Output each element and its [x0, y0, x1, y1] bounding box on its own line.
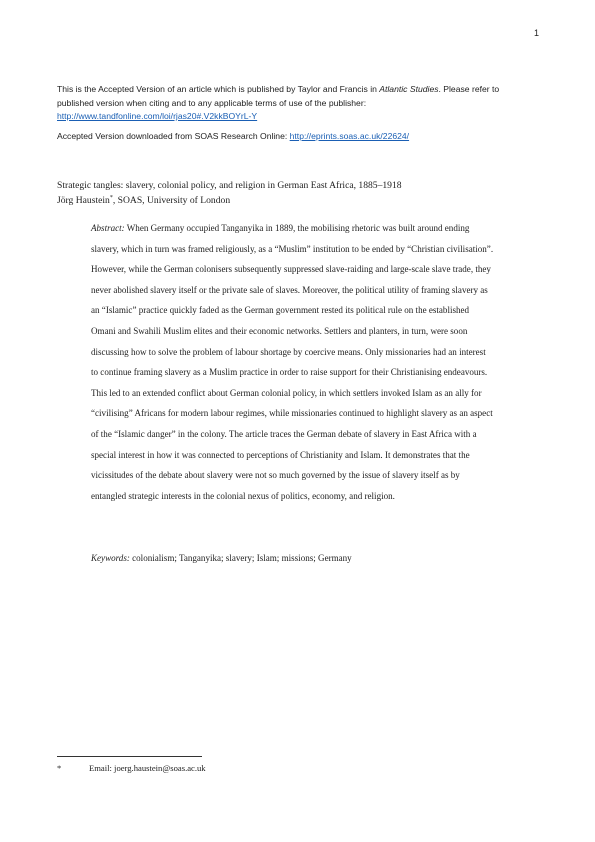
publication-notice [57, 83, 537, 124]
download-notice [57, 130, 409, 143]
abstract-line: never abolished slavery itself or the private sale of slaves. Moreover, the political utility of framing slavery as [91, 284, 488, 295]
abstract [91, 218, 541, 506]
abstract-line: Abstract: When Germany occupied Tanganyika in 1889, the mobilising rhetoric was built around ending [91, 223, 470, 233]
abstract-line: vicissitudes of the debate about slavery were not so much governed by the issue of slavery itself as by [91, 470, 460, 481]
download-prefix: Accepted Version downloaded from SOAS Research Online: [57, 131, 290, 141]
footnote-mark: * [57, 763, 62, 773]
notice-suffix: . Please refer to published version when citing and to any applicable terms of use of the publisher: [57, 84, 500, 108]
abstract-line: This led to an extended conflict about German colonial policy, in which settlers invoked Islam as an ally for [91, 387, 482, 398]
author-name: Jörg Haustein [57, 195, 110, 206]
article-title: Strategic tangles: slavery, colonial policy, and religion in German East Africa, 1885–1918 [57, 180, 402, 191]
abstract-line: slavery, which in turn was framed religiously, as a “Muslim” institution to be ended by “Christian civilisation”. [91, 243, 494, 254]
journal-name: Atlantic Studies [379, 84, 439, 94]
abstract-line: “civilising” Africans for modern labour regimes, while missionaries continued to highlight slavery as an aspect [91, 408, 493, 419]
abstract-line: to continue framing slavery as a Muslim practice in order to raise support for their Christianising endeavours. [91, 367, 488, 378]
title-block [57, 178, 537, 208]
abstract-line: However, while the German colonisers subsequently suppressed slave-raiding and large-scale slave trade, they [91, 264, 491, 275]
abstract-label: Abstract: [91, 223, 125, 233]
page-number: 1 [533, 28, 539, 38]
author-line [57, 193, 537, 208]
keywords-label: Keywords: [91, 553, 130, 563]
repository-link[interactable]: http://eprints.soas.ac.uk/22624/ [289, 131, 410, 141]
abstract-line: special interest in how it was connected to perceptions of Christianity and Islam. It demonstrates that the [91, 449, 470, 460]
abstract-line: Omani and Swahili Muslim elites and their economic networks. Settlers and planters, in turn, were soon [91, 325, 468, 336]
author-affiliation: , SOAS, University of London [112, 195, 231, 206]
abstract-line: discussing how to solve the problem of labour shortage by coercive means. Only missionaries had an interest [91, 346, 486, 357]
footnote-divider [57, 756, 202, 757]
footnote [57, 762, 206, 774]
keywords [91, 551, 352, 565]
author-footnote-mark: * [109, 194, 113, 201]
publisher-link[interactable]: http://www.tandfonline.com/loi/rjas20#.V2kkBOYrL-Y [57, 111, 258, 121]
notice-prefix: This is the Accepted Version of an article which is published by Taylor and Francis in [57, 84, 380, 94]
abstract-line: entangled strategic interests in the colonial nexus of politics, economy, and religion. [91, 490, 395, 501]
footnote-text: Email: joerg.haustein@soas.ac.uk [89, 763, 206, 773]
abstract-line: of the “Islamic danger” in the colony. The article traces the German debate of slavery in East Africa with a [91, 428, 477, 439]
abstract-line: an “Islamic” practice quickly faded as the German government rested its political rule on the established [91, 305, 470, 316]
keywords-text: colonialism; Tanganyika; slavery; Islam; missions; Germany [129, 553, 352, 563]
